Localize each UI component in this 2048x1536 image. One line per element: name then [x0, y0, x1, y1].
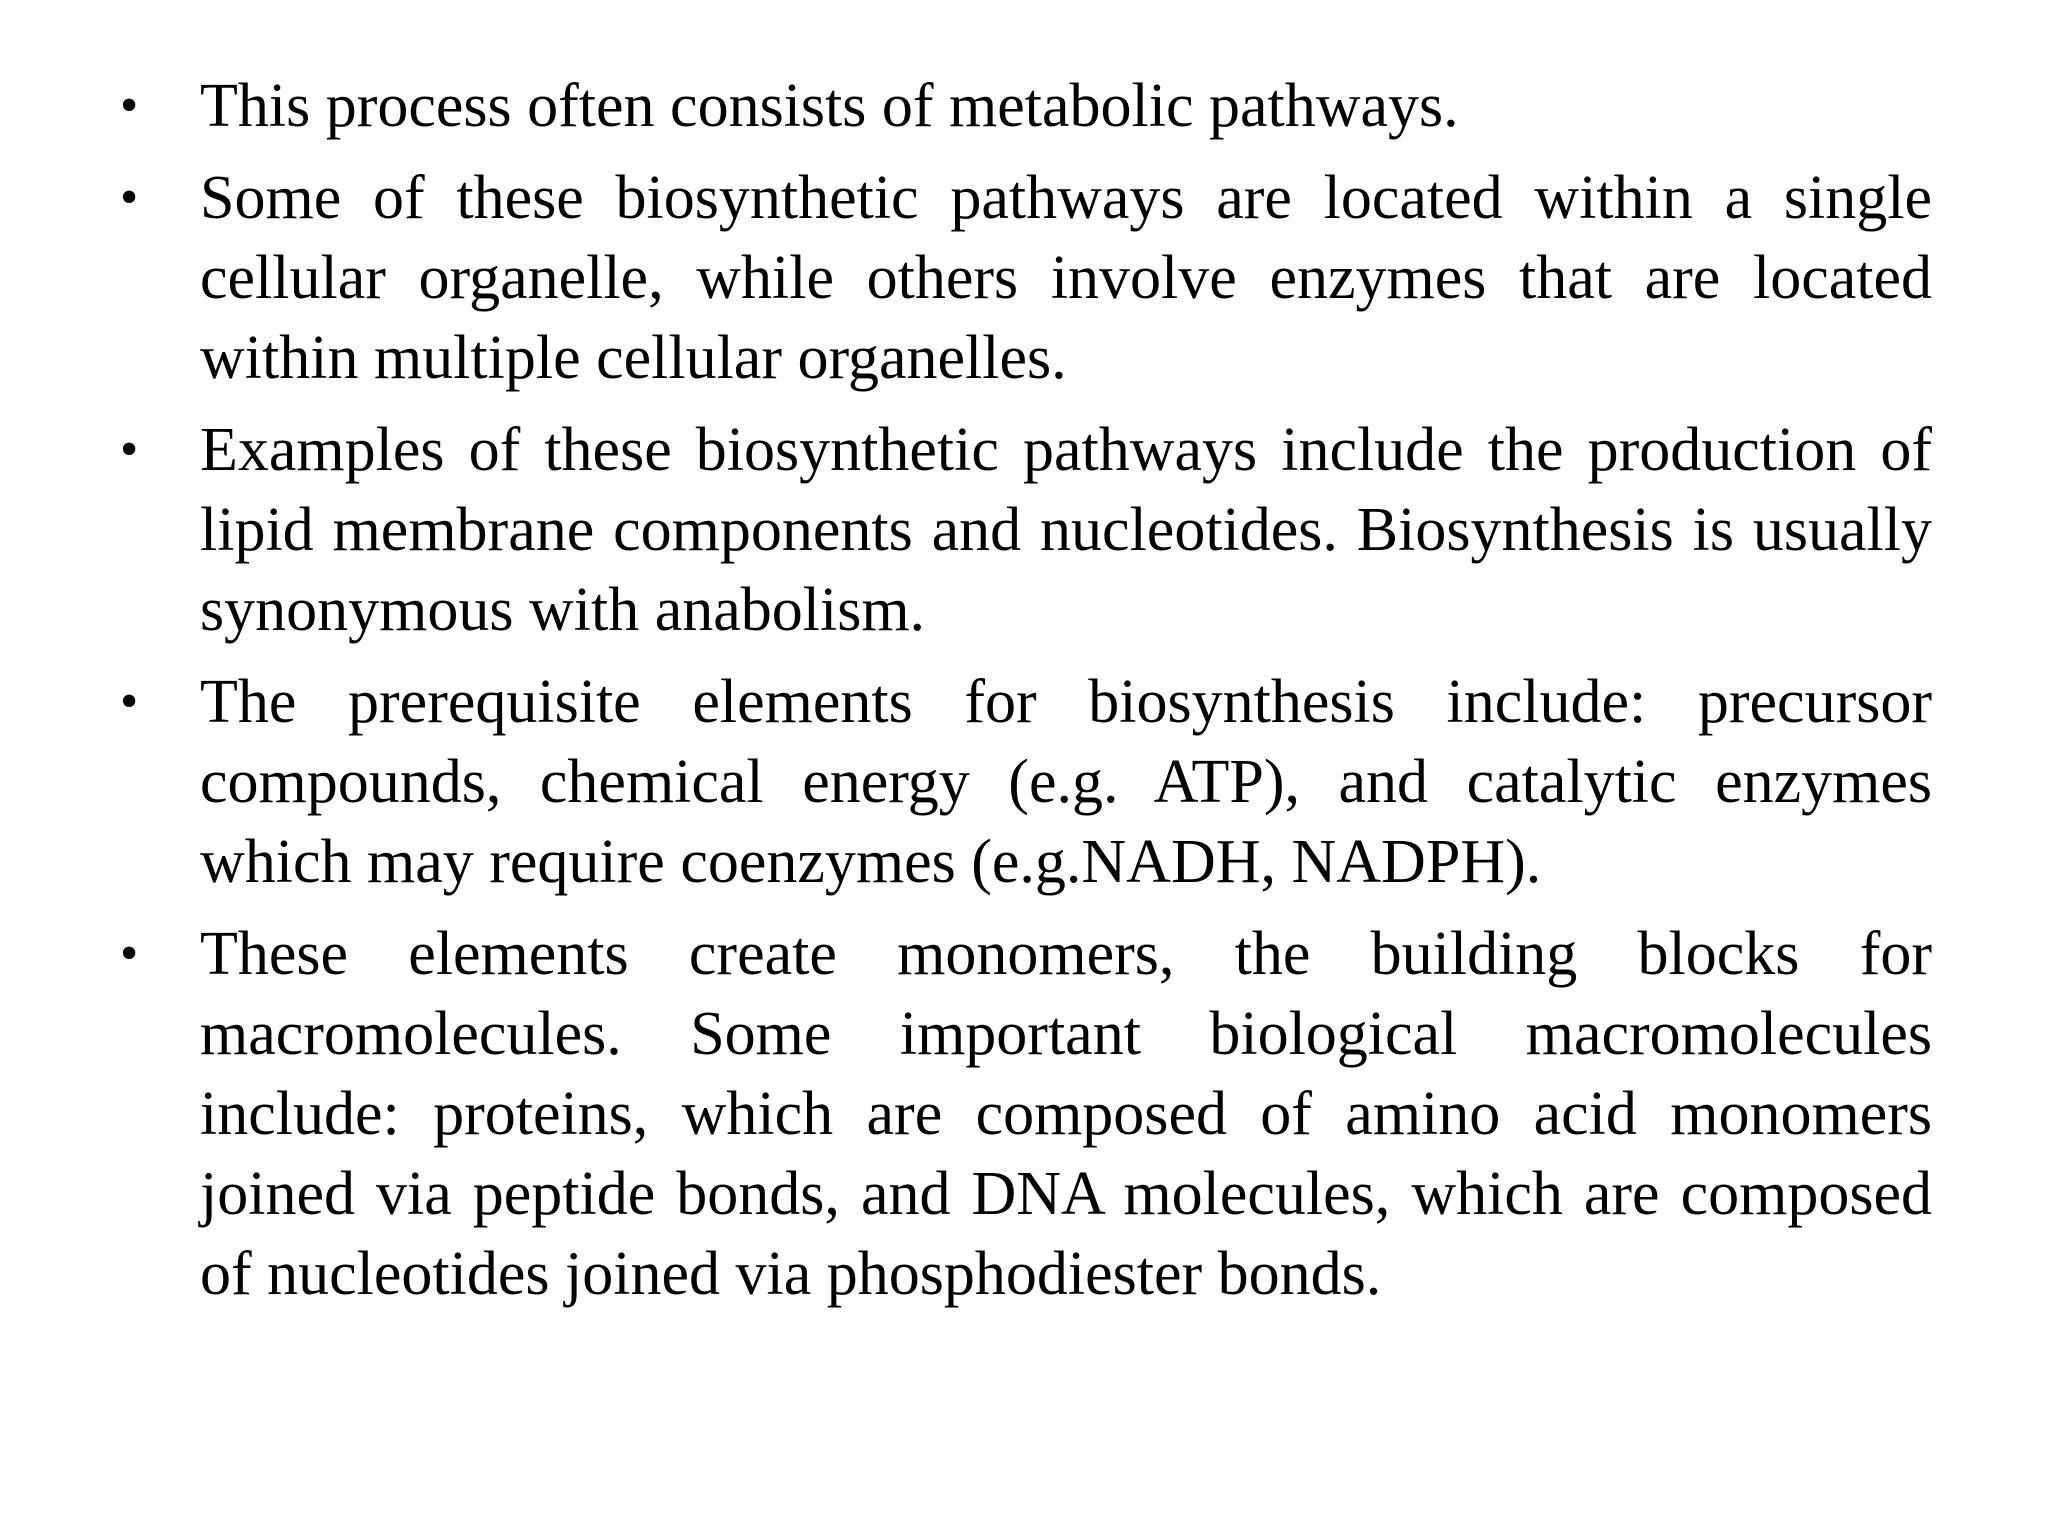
bullet-marker: •: [120, 925, 139, 982]
bullet-text-pathway-locations: Some of these biosynthetic pathways are located within a single cellular organelle, while others involve enzymes that are located within multiple cellular organelles.: [200, 164, 1932, 392]
bullet-text-prerequisites: The prerequisite elements for biosynthesis include: precursor compounds, chemical energy (e.g. ATP), and catalytic enzymes which may require coenzymes (e.g.NADH, NADPH).: [200, 668, 1932, 896]
bullet-marker: •: [120, 77, 139, 134]
bullet-text-process: This process often consists of metabolic pathways.: [200, 72, 1459, 140]
bullet-text-monomers: These elements create monomers, the building blocks for macromolecules. Some important biological macromolecules include: proteins, which are composed of amino acid monomers joined via peptide bonds, and DNA molecules, which are composed of nucleotides joined via phosphodiester bonds.: [200, 920, 1932, 1308]
bullet-marker: •: [120, 169, 139, 226]
bullet-item-prerequisites: [120, 662, 1932, 902]
bullet-text-examples: Examples of these biosynthetic pathways include the production of lipid membrane components and nucleotides. Biosynthesis is usually synonymous with anabolism.: [200, 416, 1932, 644]
bullet-marker: •: [120, 673, 139, 730]
bullet-item-examples: [120, 410, 1932, 650]
bullet-list: [120, 66, 1932, 1326]
bullet-item-monomers: [120, 914, 1932, 1314]
bullet-item-process: [120, 66, 1932, 146]
bullet-marker: •: [120, 421, 139, 478]
bullet-item-pathway-locations: [120, 158, 1932, 398]
